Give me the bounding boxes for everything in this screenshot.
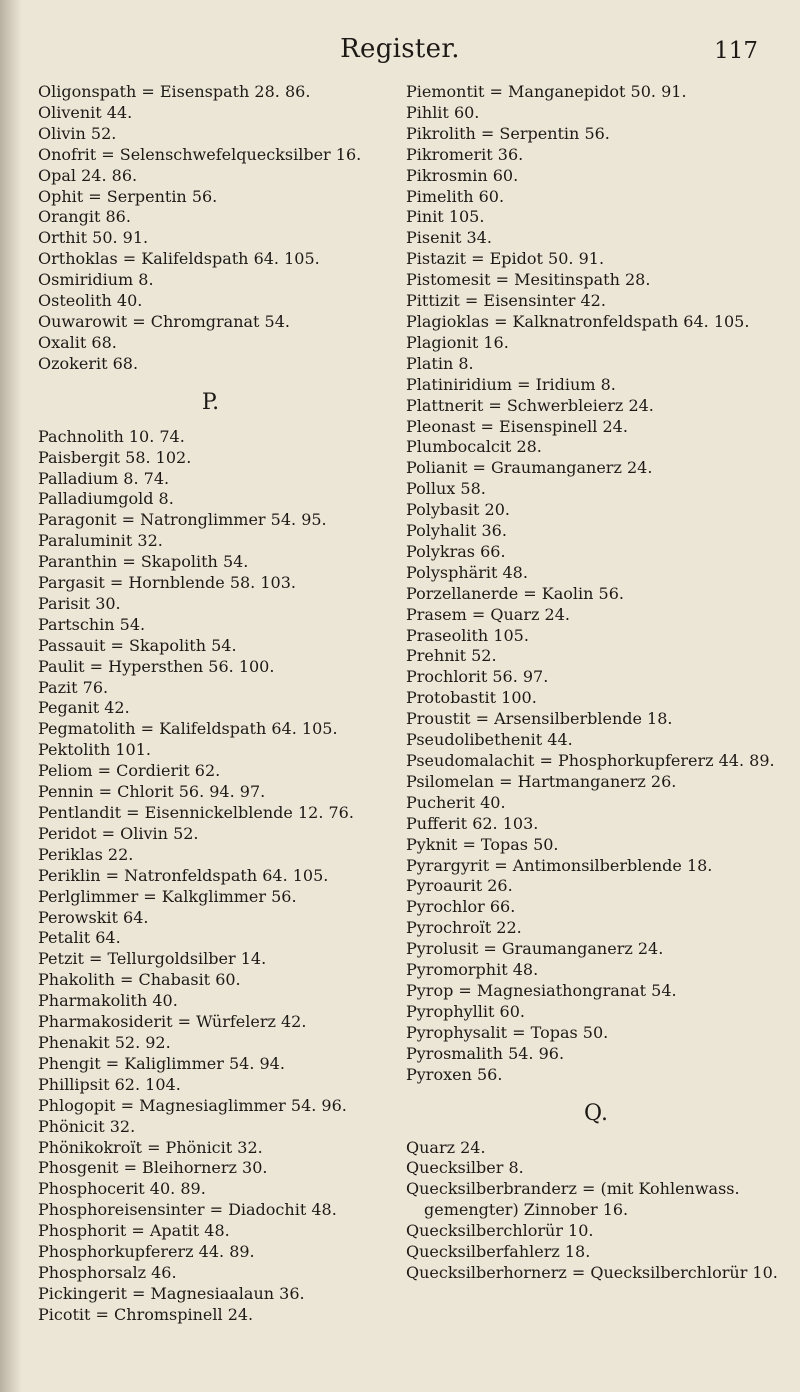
index-entry: Pimelith 60. [406, 186, 505, 206]
index-entry: Platiniridium = Iridium 8. [406, 374, 616, 394]
index-entry: Pyroaurit 26. [406, 876, 513, 896]
index-entry: Pharmakolith 40. [38, 991, 178, 1011]
index-entry: Pihlit 60. [406, 102, 480, 122]
index-entry: Phlogopit = Magnesiaglimmer 54. 96. [38, 1095, 347, 1115]
index-entry: Pyrochroït 22. [406, 918, 522, 938]
index-entry: Pleonast = Eisenspinell 24. [406, 416, 628, 436]
index-entry: Periklin = Natronfeldspath 64. 105. [38, 865, 329, 885]
index-entry: Praseolith 105. [406, 625, 529, 645]
index-entry: Pharmakosiderit = Würfelerz 42. [38, 1012, 307, 1032]
index-entry: Pseudomalachit = Phosphorkupfererz 44. 89. [406, 751, 775, 770]
index-entry: Pinit 105. [406, 207, 485, 227]
index-entry: Phillipsit 62. 104. [38, 1074, 181, 1094]
index-entry: Porzellanerde = Kaolin 56. [406, 583, 624, 603]
index-entry: Pyrargyrit = Antimonsilberblende 18. [406, 855, 713, 875]
index-entry: Psilomelan = Hartmanganerz 26. [406, 771, 677, 791]
index-entry: Paragonit = Natronglimmer 54. 95. [38, 510, 327, 530]
index-entry: Ophit = Serpentin 56. [38, 186, 218, 206]
index-entry: Pickingerit = Magnesiaalaun 36. [38, 1283, 305, 1303]
index-entry: Pseudolibethenit 44. [406, 730, 573, 750]
index-entry: Quecksilberbranderz = (mit Kohlenwass. gemengter) Zinnober 16. [406, 1179, 740, 1220]
index-entry: Parisit 30. [38, 593, 121, 613]
index-entry: Pikromerit 36. [406, 144, 524, 164]
index-entry: Pisenit 34. [406, 228, 492, 248]
index-entry: Peridot = Olivin 52. [38, 823, 199, 843]
index-entry: Pargasit = Hornblende 58. 103. [38, 573, 296, 593]
index-entry: Petalit 64. [38, 928, 121, 948]
index-entry: Polysphärit 48. [406, 562, 528, 582]
index-entry: Plagionit 16. [406, 332, 509, 352]
index-entry: Pektolith 101. [38, 740, 151, 760]
index-entry: Pyknit = Topas 50. [406, 834, 559, 854]
index-entry: Pollux 58. [406, 479, 486, 499]
index-entry: Pegmatolith = Kalifeldspath 64. 105. [38, 719, 338, 739]
index-entry: Plattnerit = Schwerbleierz 24. [406, 395, 654, 415]
index-entry: Pyrochlor 66. [406, 897, 516, 917]
index-entry: Phengit = Kaliglimmer 54. 94. [38, 1053, 285, 1073]
section-letter-heading: P. [201, 389, 220, 415]
index-entry: Onofrit = Selenschwefelquecksilber 16. [38, 144, 362, 164]
index-entry: Phosphocerit 40. 89. [38, 1179, 206, 1199]
index-entry: Quecksilberchlorür 10. [406, 1221, 594, 1241]
index-entry: Quecksilberhornerz = Quecksilberchlorür 10. [406, 1262, 778, 1282]
index-entry: Opal 24. 86. [38, 165, 138, 185]
index-entry: Pyroxen 56. [406, 1064, 503, 1084]
index-entry: Phosphorsalz 46. [38, 1262, 177, 1282]
index-entry: Paulit = Hypersthen 56. 100. [38, 656, 275, 676]
index-entry: Quecksilberfahlerz 18. [406, 1242, 591, 1262]
index-entry: Pyrolusit = Graumanganerz 24. [406, 939, 664, 959]
index-entry: Pyrop = Magnesiathongranat 54. [406, 980, 677, 1000]
index-entry: Polybasit 20. [406, 500, 510, 520]
index-entry: Peliom = Cordierit 62. [38, 761, 221, 781]
index-entry: Prasem = Quarz 24. [406, 604, 570, 624]
page-number: 117 [714, 38, 758, 64]
index-entry: Pyrosmalith 54. 96. [406, 1043, 565, 1063]
index-entry: Perlglimmer = Kalkglimmer 56. [38, 886, 297, 906]
page-header [0, 30, 800, 70]
index-entry: Paranthin = Skapolith 54. [38, 552, 249, 572]
index-entry: Olivenit 44. [38, 102, 133, 122]
index-entry: Passauit = Skapolith 54. [38, 635, 237, 655]
index-entry: Orangit 86. [38, 207, 131, 227]
index-entry: Oligonspath = Eisenspath 28. 86. [38, 82, 311, 101]
index-entry: Pyrophyllit 60. [406, 1001, 525, 1021]
running-title: Register. [340, 34, 460, 64]
index-entry: Orthoklas = Kalifeldspath 64. 105. [38, 249, 320, 269]
index-entry: Picotit = Chromspinell 24. [38, 1304, 254, 1324]
index-entry: Phönikokroït = Phönicit 32. [38, 1137, 263, 1157]
index-entry: Osmiridium 8. [38, 270, 154, 290]
index-entry: Pufferit 62. 103. [406, 813, 539, 833]
index-entry: Polykras 66. [406, 541, 506, 561]
index-entry: Pucherit 40. [406, 792, 506, 812]
index-entry: Oxalit 68. [38, 332, 117, 352]
index-entry: Pittizit = Eisensinter 42. [406, 291, 606, 311]
index-entry: Proustit = Arsensilberblende 18. [406, 709, 673, 729]
index-entry: Periklas 22. [38, 844, 134, 864]
index-entry: Piemontit = Manganepidot 50. 91. [406, 82, 687, 101]
index-entry: Pennin = Chlorit 56. 94. 97. [38, 782, 266, 802]
index-column-left [38, 82, 383, 1326]
index-entry: Ouwarowit = Chromgranat 54. [38, 311, 290, 331]
index-entry: Prochlorit 56. 97. [406, 667, 549, 687]
index-entry: Plumbocalcit 28. [406, 437, 542, 457]
index-entry: Prehnit 52. [406, 646, 497, 666]
index-entry: Pyrophysalit = Topas 50. [406, 1022, 609, 1042]
index-entry: Pentlandit = Eisennickelblende 12. 76. [38, 803, 354, 822]
index-entry: Orthit 50. 91. [38, 228, 149, 248]
index-entry: Phosphorkupfererz 44. 89. [38, 1242, 255, 1262]
index-entry: Phakolith = Chabasit 60. [38, 970, 241, 990]
index-entry: Pazit 76. [38, 677, 109, 697]
index-entry: Phosphoreisensinter = Diadochit 48. [38, 1200, 337, 1220]
index-entry: Phenakit 52. 92. [38, 1032, 171, 1052]
index-entry: Paraluminit 32. [38, 531, 163, 551]
index-entry: Platin 8. [406, 353, 474, 373]
index-entry: Polianit = Graumanganerz 24. [406, 458, 653, 478]
index-entry: Pikrosmin 60. [406, 165, 519, 185]
index-entry: Plagioklas = Kalknatronfeldspath 64. 105. [406, 311, 750, 331]
index-entry: Ozokerit 68. [38, 353, 139, 373]
index-entry: Osteolith 40. [38, 291, 143, 311]
index-entry: Pachnolith 10. 74. [38, 426, 185, 446]
index-entry: Phosphorit = Apatit 48. [38, 1221, 230, 1241]
index-entry: Phosgenit = Bleihornerz 30. [38, 1158, 268, 1178]
index-entry: Partschin 54. [38, 614, 146, 634]
index-entry: Polyhalit 36. [406, 521, 507, 541]
index-entry: Paisbergit 58. 102. [38, 447, 192, 467]
index-column-right [406, 82, 786, 1284]
index-entry: Petzit = Tellurgoldsilber 14. [38, 949, 267, 969]
index-entry: Quarz 24. [406, 1137, 486, 1157]
index-entry: Quecksilber 8. [406, 1158, 524, 1178]
section-letter-heading: Q. [584, 1100, 608, 1126]
index-entry: Perowskit 64. [38, 907, 149, 927]
index-entry: Phönicit 32. [38, 1116, 136, 1136]
index-entry: Palladium 8. 74. [38, 468, 170, 488]
index-entry: Pyromorphit 48. [406, 960, 539, 980]
index-entry: Pistomesit = Mesitinspath 28. [406, 270, 651, 290]
index-entry: Palladiumgold 8. [38, 489, 174, 509]
index-entry: Pikrolith = Serpentin 56. [406, 123, 610, 143]
index-entry: Pistazit = Epidot 50. 91. [406, 249, 605, 269]
index-entry: Peganit 42. [38, 698, 130, 718]
index-entry: Protobastit 100. [406, 688, 537, 708]
index-entry: Olivin 52. [38, 123, 117, 143]
book-spine-shadow [0, 0, 22, 1392]
